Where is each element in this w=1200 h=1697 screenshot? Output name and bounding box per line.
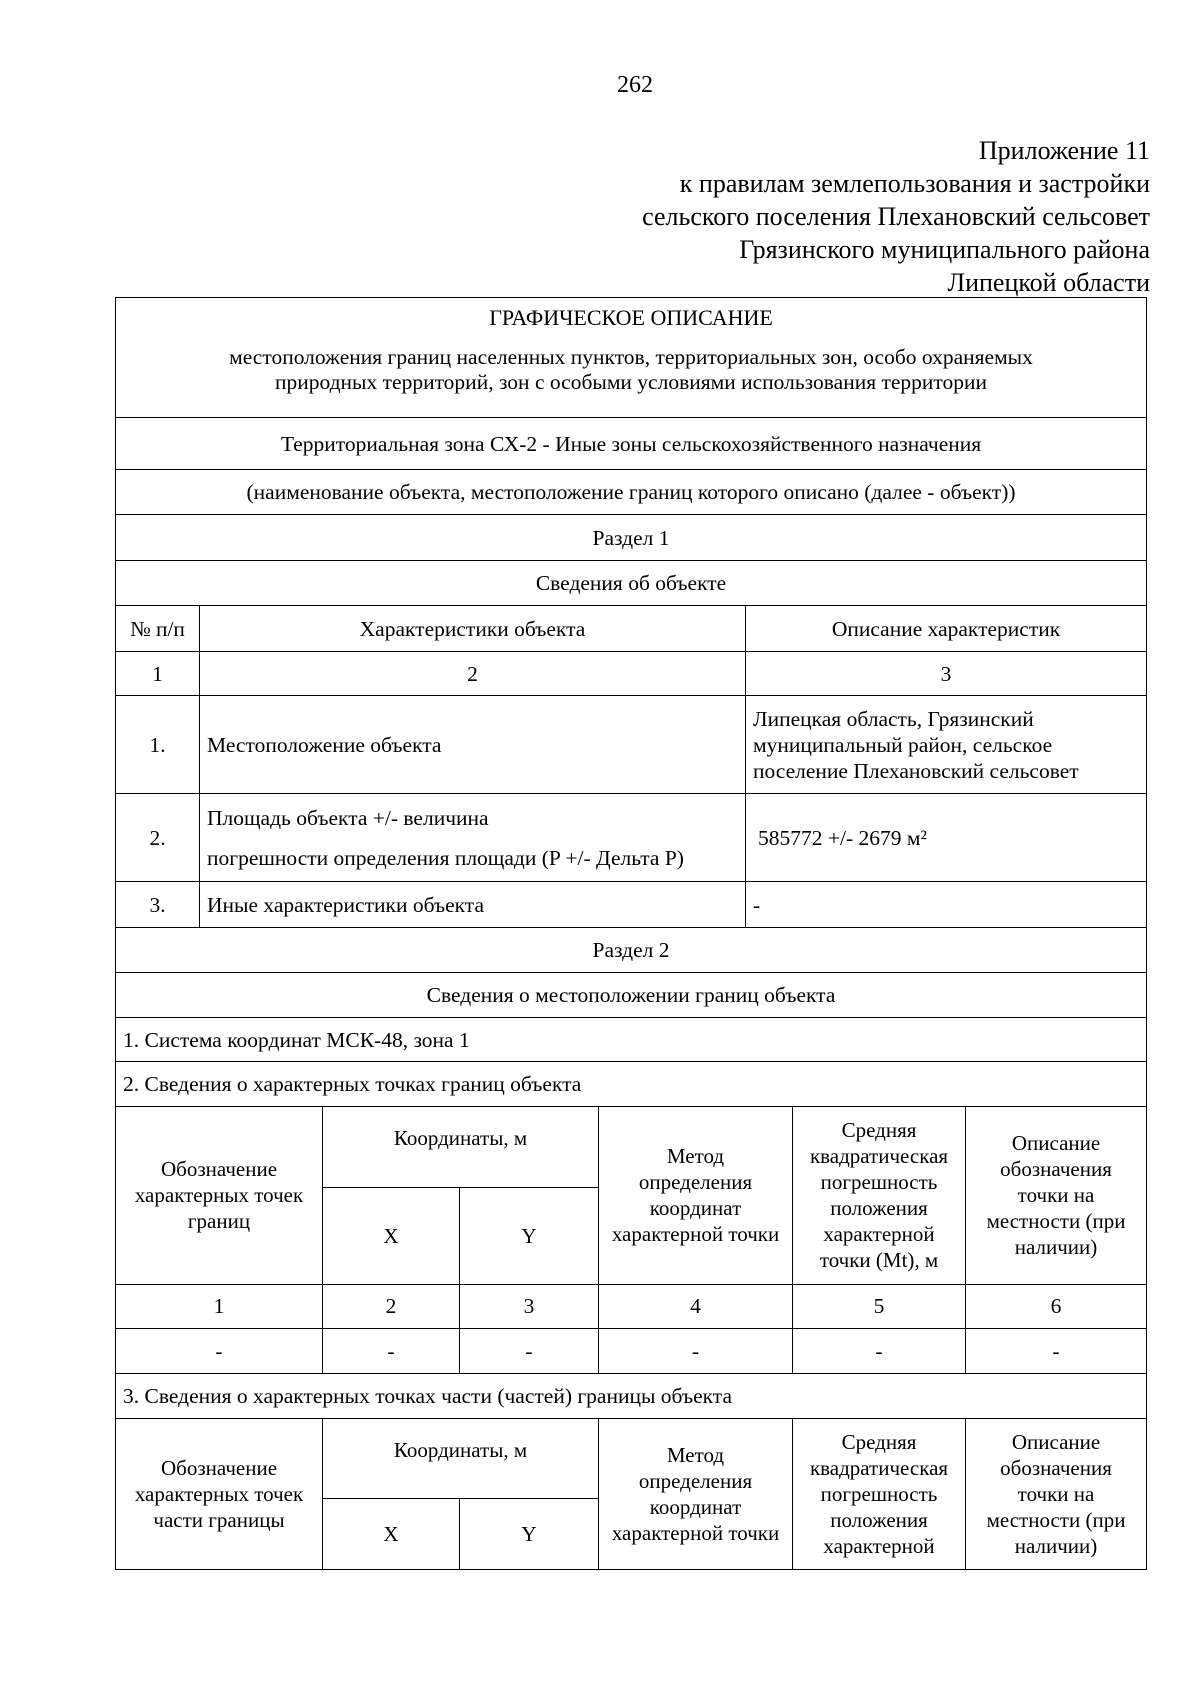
header-line: Средняя bbox=[841, 1429, 917, 1454]
header-line: характерных точек bbox=[134, 1183, 304, 1207]
cell-value: - bbox=[116, 1328, 323, 1373]
row-name: Местоположение объекта bbox=[200, 696, 746, 794]
table-row bbox=[116, 794, 1147, 882]
header-line: погрешность bbox=[820, 1170, 938, 1194]
desc-line: поселение Плехановский сельсовет bbox=[753, 758, 1079, 783]
header-line: Описание bbox=[1011, 1429, 1101, 1454]
title-cell bbox=[116, 298, 1147, 418]
points-table bbox=[115, 1106, 1147, 1570]
header-line: к правилам землепользования и застройки bbox=[679, 169, 1150, 198]
header-num: № п/п bbox=[116, 606, 200, 652]
header-line: наличии) bbox=[1014, 1235, 1098, 1259]
header-error bbox=[793, 1418, 966, 1569]
header-line: Грязинского муниципального района bbox=[739, 235, 1150, 264]
col-num: 1 bbox=[116, 652, 200, 696]
page-number: 262 bbox=[617, 72, 653, 98]
section2-subtitle: Сведения о местоположении границ объекта bbox=[116, 973, 1147, 1018]
desc-line: муниципальный район, сельское bbox=[753, 732, 1053, 757]
header-line: Метод bbox=[666, 1144, 725, 1168]
header-point-desc bbox=[966, 1106, 1147, 1284]
header-designation bbox=[116, 1106, 323, 1284]
row-num: 2. bbox=[116, 794, 200, 882]
header-method bbox=[599, 1418, 793, 1569]
table-row bbox=[116, 882, 1147, 928]
row-num: 1. bbox=[116, 696, 200, 794]
cell-value: - bbox=[793, 1328, 966, 1373]
header-description: Описание характеристик bbox=[746, 606, 1147, 652]
header-line: Описание bbox=[1011, 1131, 1101, 1155]
header-y: Y bbox=[460, 1498, 599, 1569]
header-line: характерной точки bbox=[611, 1520, 780, 1545]
header-line: точки (Mt), м bbox=[819, 1248, 939, 1272]
table-row bbox=[116, 696, 1147, 794]
col-num: 2 bbox=[200, 652, 746, 696]
col-num: 4 bbox=[599, 1284, 793, 1328]
row-name bbox=[200, 794, 746, 882]
cell-value: - bbox=[599, 1328, 793, 1373]
header-error bbox=[793, 1106, 966, 1284]
header-point-desc bbox=[966, 1418, 1147, 1569]
header-x: X bbox=[323, 1187, 460, 1284]
col-num: 2 bbox=[323, 1284, 460, 1328]
header-line: части границы bbox=[153, 1507, 285, 1532]
table-row bbox=[116, 1328, 1147, 1373]
graphic-description-table bbox=[115, 297, 1146, 1570]
desc-line: Липецкая область, Грязинский bbox=[753, 706, 1034, 731]
header-line: обозначения bbox=[1000, 1455, 1112, 1480]
header-y: Y bbox=[460, 1187, 599, 1284]
header-coords: Координаты, м bbox=[323, 1418, 599, 1498]
header-line: Средняя bbox=[841, 1118, 917, 1142]
cell-value: - bbox=[460, 1328, 599, 1373]
row-num: 3. bbox=[116, 882, 200, 928]
header-line: определения bbox=[638, 1468, 753, 1493]
header-method bbox=[599, 1106, 793, 1284]
header-line: характерной bbox=[823, 1533, 935, 1558]
col-num: 3 bbox=[746, 652, 1147, 696]
header-line: положения bbox=[830, 1196, 928, 1220]
header-line: Приложение 11 bbox=[978, 136, 1150, 165]
header-line: точки на bbox=[1017, 1183, 1095, 1207]
row-desc: 585772 +/- 2679 м² bbox=[746, 794, 1147, 882]
parts-title: 3. Сведения о характерных точках части (частей) границы объекта bbox=[116, 1373, 1147, 1418]
header-line: характерной точки bbox=[611, 1222, 780, 1246]
appendix-header bbox=[642, 134, 1150, 299]
header-line: обозначения bbox=[1000, 1157, 1112, 1181]
header-line: положения bbox=[830, 1507, 928, 1532]
section1-title: Раздел 1 bbox=[116, 515, 1147, 561]
points-title: 2. Сведения о характерных точках границ объекта bbox=[116, 1062, 1147, 1107]
document-title: ГРАФИЧЕСКОЕ ОПИСАНИЕ bbox=[489, 304, 773, 330]
header-line: квадратическая bbox=[809, 1144, 949, 1168]
header-line: Обозначение bbox=[160, 1157, 278, 1181]
header-designation bbox=[116, 1418, 323, 1569]
header-line: Липецкой области bbox=[947, 268, 1150, 297]
col-num: 5 bbox=[793, 1284, 966, 1328]
row-name: Иные характеристики объекта bbox=[200, 882, 746, 928]
section1-subtitle: Сведения об объекте bbox=[116, 561, 1147, 606]
header-line: определения bbox=[638, 1170, 753, 1194]
header-line: Метод bbox=[666, 1442, 725, 1467]
col-num: 1 bbox=[116, 1284, 323, 1328]
header-line: погрешность bbox=[820, 1481, 938, 1506]
header-characteristics: Характеристики объекта bbox=[200, 606, 746, 652]
header-line: сельского поселения Плехановский сельсовет bbox=[642, 202, 1150, 231]
header-coords: Координаты, м bbox=[323, 1106, 599, 1187]
object-caption: (наименование объекта, местоположение границ которого описано (далее - объект)) bbox=[116, 470, 1147, 515]
header-line: наличии) bbox=[1014, 1533, 1098, 1558]
header-line: характерной bbox=[823, 1222, 935, 1246]
title-subline: местоположения границ населенных пунктов, территориальных зон, особо охраняемых bbox=[229, 344, 1033, 369]
header-line: Обозначение bbox=[160, 1455, 278, 1480]
cell-value: - bbox=[323, 1328, 460, 1373]
row-desc bbox=[746, 696, 1147, 794]
header-line: точки на bbox=[1017, 1481, 1095, 1506]
coord-system: 1. Система координат МСК-48, зона 1 bbox=[116, 1018, 1147, 1062]
col-num: 3 bbox=[460, 1284, 599, 1328]
header-x: X bbox=[323, 1498, 460, 1569]
section2-title: Раздел 2 bbox=[116, 928, 1147, 973]
title-subline: природных территорий, зон с особыми условиями использования территории bbox=[274, 369, 988, 394]
row-desc: - bbox=[746, 882, 1147, 928]
name-line: Площадь объекта +/- величина bbox=[207, 805, 489, 830]
header-line: характерных точек bbox=[134, 1481, 304, 1506]
header-line: границ bbox=[187, 1209, 251, 1233]
header-line: координат bbox=[649, 1196, 742, 1220]
name-line: погрешности определения площади (P +/- Дельта P) bbox=[207, 845, 684, 870]
header-line: местности (при bbox=[986, 1507, 1126, 1532]
object-name: Территориальная зона СХ-2 - Иные зоны сельскохозяйственного назначения bbox=[116, 418, 1147, 470]
header-line: местности (при bbox=[986, 1209, 1126, 1233]
header-line: координат bbox=[649, 1494, 742, 1519]
header-line: квадратическая bbox=[809, 1455, 949, 1480]
col-num: 6 bbox=[966, 1284, 1147, 1328]
cell-value: - bbox=[966, 1328, 1147, 1373]
